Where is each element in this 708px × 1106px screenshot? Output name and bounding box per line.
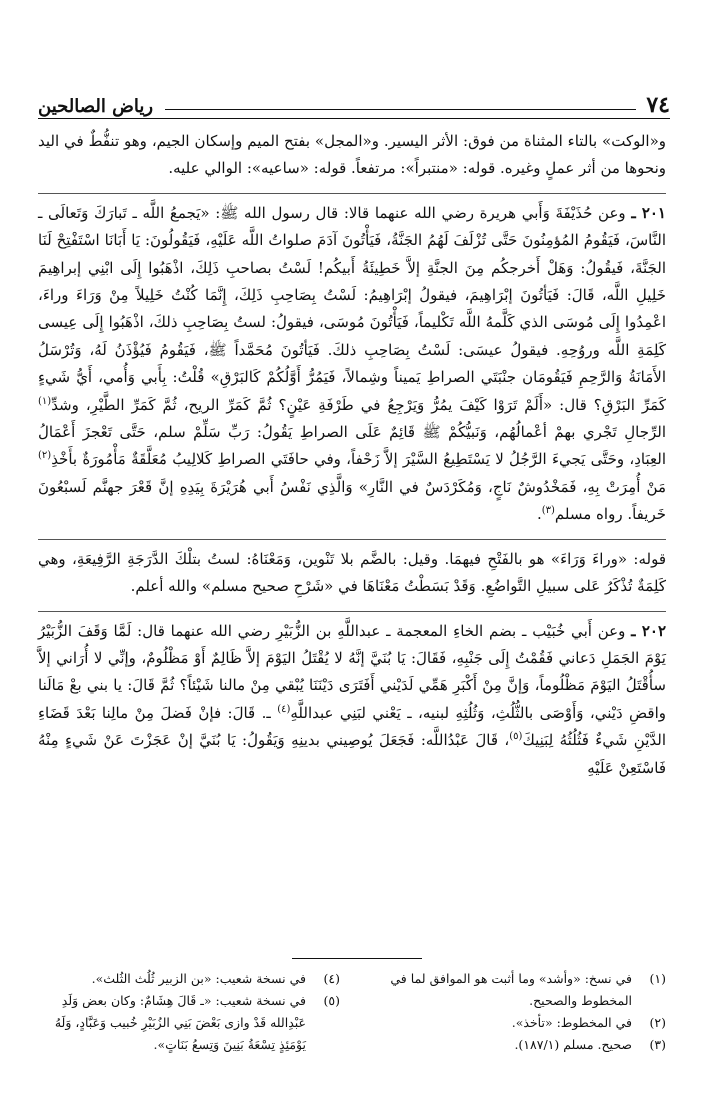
footnote-4 — [38, 968, 340, 990]
footnote-1 — [364, 968, 666, 1012]
hadith-201-text: وعن حُذَيْفَةَ وَأَبي هريرة رضي الله عنهما قالا: قال رسول الله ﷺ: «يَجمعُ اللَّه ـ تَبارَكَ وَتَعالَى ـ النَّاسَ، فَيَقُومُ المُؤمِنُونَ حَتَّى تُزْلَفَ لَهُمُ الجَنَّةُ، فَيَأْتُونَ آدَمَ صلواتُ اللَّه عَلَيْهِ، فَيَقُولُونَ: يَا أَبَانَا اسْتَفْتِحْ لَنَا الجَنَّةَ، فَيقُولُ: وَهَلْ أَخرجكُم مِنَ الجنَّةِ إلاَّ خَطِيئَةُ أَبيكُم! لَسْتُ بصاحبِ ذَلِكَ، اذْهَبُوا إِلَى ابْنِي إبراهِيمَ خَلِيلِ اللَّه، قَالَ: فَيَأتُونَ إبْرَاهِيمَ، فيقولُ إبْرَاهِيمُ: لَسْتُ بِصَاحِبِ ذَلِكَ، إِنَّمَا كُنْتُ خَلِيلاً مِنْ وَرَاءَ وراءَ، اعْمِدُوا إِلَى مُوسَى الذي كَلَّمهُ اللَّه تَكْليماً، فَيَأْتُونَ مُوسَى، فيقولُ: لستُ بِصَاحِبِ ذلكَ، اذْهَبُوا إِلَى عِيسى كَلِمَةِ اللَّه وروُحِهِ. فيقولُ عيسَى: لَسْتُ بِصَاحِبِ ذلكَ. فَيَأتُونَ مُحَمَّداً ﷺ، فَيَقُومُ فَيُؤْذَنُ لَهُ، وَتُرْسَلُ الأَمَانَةُ وَالرَّحِمِ فَيَقُومَان جنْبَتَي الصراطِ يَميناً وشِمالاً، فَيَمُرُّ أَوَّلُكُمْ كَالبَرْقِ» قُلْتُ: بِأَبي وَأُمي، أَيُّ شَيءٍ كَمَرِّ البَرْقِ؟ قال: «أَلَمْ تَرَوْا كَيْفَ يمُرُّ وَيَرْجِعُ في طَرْفَةِ عَيْنٍ؟ ثُمَّ كَمَرِّ الريح، ثُمَّ كَمَرِّ الطَّيْرِ، وشدِّ — [38, 203, 666, 414]
footnote-text: في نسخة شعيب: «ـ قَالَ هِشَامٌ: وكان بعض وَلَدِ عَبْدِالله قَدْ وازى بَعْضَ بَنِي الزُبَيْرِ خُبيب وَعَبَّادٍ، وَلَهُ يَوْمَئِذٍ تِسْعَةُ بَنِينَ وَتِسعُ بَنَاتٍ». — [54, 993, 306, 1052]
footnote-number: (٤) — [323, 971, 340, 986]
footnote-ref-5: (٥) — [509, 731, 523, 743]
page-header — [38, 86, 670, 116]
page-body — [38, 128, 666, 782]
footnote-number: (٥) — [323, 993, 340, 1008]
hadith-202-text-2: ـ. قَالَ: فإنْ فَضلَ مِنْ مالِنا بَعْدَ قَضَاءِ الدَّيْنِ شَيءٌ فَثُلُثُهُ لِبَنِيكَ — [38, 703, 667, 750]
book-title: رياض الصالحين — [38, 96, 154, 117]
hadith-201: ٢٠١ ـ وعن حُذَيْفَةَ وَأَبي هريرة رضي الله عنهما قالا: قال رسول الله ﷺ: «يَجمعُ اللَّه ـ تَبارَكَ وَتَعالَى ـ النَّاسَ، فَيَقُومُ المُؤمِنُونَ حَتَّى تُزْلَفَ لَهُمُ الجَنَّةُ، فَيَأْتُونَ آدَمَ صلواتُ اللَّه عَلَيْهِ، فَيَقُولُونَ: يَا أَبَانَا اسْتَفْتِحْ لَنَا الجَنَّةَ، فَيقُولُ: وَهَلْ أَخرجكُم مِنَ الجنَّةِ إلاَّ خَطِيئَةُ أَبيكُم! لَسْتُ بصاحبِ ذَلِكَ، اذْهَبُوا إِلَى ابْنِي إبراهِيمَ خَلِيلِ اللَّه، قَالَ: فَيَأتُونَ إبْرَاهِيمَ، فيقولُ إبْرَاهِيمُ: لَسْتُ بِصَاحِبِ ذَلِكَ، إِنَّمَا كُنْتُ خَلِيلاً مِنْ وَرَاءَ وراءَ، اعْمِدُوا إِلَى مُوسَى الذي كَلَّمهُ اللَّه تَكْليماً، فَيَأْتُونَ مُوسَى، فيقولُ: لستُ بِصَاحِبِ ذلكَ، اذْهَبُوا إِلَى عِيسى كَلِمَةِ اللَّه وروُحِهِ. فيقولُ عيسَى: لَسْتُ بِصَاحِبِ ذلكَ. فَيَأتُونَ مُحَمَّداً ﷺ، فَيَقُومُ فَيُؤْذَنُ لَهُ، وَتُرْسَلُ الأَمَانَةُ وَالرَّحِمِ فَيَقُومَان جنْبَتَي الصراطِ يَميناً وشِمالاً، فَيَمُرُّ أَوَّلُكُمْ كَالبَرْقِ» قُلْتُ: بِأَبي وَأُمي، أَيُّ شَيءٍ كَمَرِّ البَرْقِ؟ قال: «أَلَمْ تَرَوْا كَيْفَ يمُرُّ وَيَرْجِعُ في طَرْفَةِ عَيْنٍ؟ ثُمَّ كَمَرِّ الريح، ثُمَّ كَمَرِّ الطَّيْرِ، وشدِّ$^{(١)}$ الرِّجالِ تَجْري بهمْ أعْمالُهُم، وَنَبيُّكُمْ ﷺ قَائِمٌ عَلَى الصراطِ يَقُولُ: رَبِّ سَلِّمْ سلم، حَتَّى تَعْجزَ أَعْمَالُ العِبَادِ، وحَتَّى يَجيءَ الرَّجُلُ لا يَسْتَطِيعُ السَّيْرَ إلاَّ زَحْفاً، وفي حافَتَي الصراطِ كَلالِيبُ مُعَلَّقَةٌ مَأْمُورَةٌ بأَخْذِ$^{(٢)}$ مَنْ أُمِرَتْ بِهِ، فَمَخْدُوشٌ نَاجٍ، وَمُكَرْدَسٌ في النَّارِ» وَالَّذِي نَفْسُ أَبي هُرَيْرَةَ بِيَدِهِ إنَّ قَعْرَ جهنَّم لَسبْعُونَ خَريفاً. رواه مسلم$^{(٣)}$. — [38, 203, 666, 524]
section-divider — [38, 611, 666, 612]
footnote-text: في نسخة شعيب: «بن الزبير ثُلُث الثُلث». — [91, 971, 306, 986]
header-underline — [38, 118, 670, 119]
header-rule — [165, 109, 636, 110]
section-divider — [38, 193, 666, 194]
footnote-ref-4: (٤) — [277, 703, 291, 715]
hadith-201-text-3: مَنْ أُمِرَتْ بِهِ، فَمَخْدُوشٌ نَاجٍ، وَمُكَرْدَسٌ في النَّارِ» وَالَّذِي نَفْسُ أَبي هُرَيْرَةَ بِيَدِهِ إنَّ قَعْرَ جهنَّم لَسبْعُونَ خَريفاً. رواه مسلم — [38, 477, 666, 524]
hadith-202-text: وعن أَبي خُبَيْب ـ بضم الخاءِ المعجمة ـ عبداللَّهِ بن الزُّبَيْرِ رضي الله عنهما قال: لَمَّا وَقَفَ الزُّبَيْرُ يَوْمَ الجَمَلِ دَعاني فَقُمْتُ إِلَى جَنْبِهِ، فَقَالَ: يَا بُنَيَّ إنَّهُ لا يُقْتَلُ اليَوْمَ إلاَّ ظَالِمٌ أَوْ مَظْلُومٌ، وإنِّي لا أُرَاني إلاَّ سأُقْتَلُ اليَوْمَ مَظْلُوماً، وَإنَّ مِنْ أَكْبَرِ هَمِّي لَدَيْني أَفَتَرَى دَيْنَنَا يُبْقي مِنْ مالنا شَيْئاً؟ ثُمَّ قَالَ: يا بني بعْ مَالَنا واقضِ دَيْني، وَأَوْصَى بالثُّلُثِ، وَثُلُثِهِ لبنيه، ـ يَعْني لبَنِي عبداللَّهِ — [38, 621, 666, 722]
footnote-ref-2: (٢) — [38, 450, 52, 462]
footnote-ref-3: (٣) — [541, 505, 555, 517]
commentary-paragraph: قوله: «وراءَ وَرَاءَ» هو بالفَتْحِ فيهمَا. وقيل: بالضَّم بلا تَنْوين، وَمَعْنَاهُ: لستُ بتلْكَ الدَّرَجَةِ الرَّفِيعَةِ، وهي كَلِمَةٌ تُذْكَرُ عَلى سبيلِ التَّواضُعِ. وَقَدْ بَسَطْتُ مَعْنَاهَا في «شَرْحِ صحيح مسلم» والله أعلم. — [38, 549, 666, 596]
hadith-202 — [38, 618, 666, 782]
footnotes-column-right — [364, 968, 666, 1056]
intro-paragraph: و«الوكت» بالتاء المثناة من فوق: الأثر اليسير. و«المجل» بفتح الميم وإسكان الجيم، وهو تنفُّطٌ في اليد ونحوها من أثر عملٍ وغيره. قوله: «منتبراً»: مرتفعاً. قوله: «ساعيه»: الوالي عليه. — [38, 132, 666, 178]
section-divider — [38, 539, 666, 540]
footnote-ref-1: (١) — [38, 395, 52, 407]
footnote-text: في المخطوط: «تأخذ». — [511, 1015, 632, 1030]
footnotes — [38, 968, 666, 1056]
footnotes-column-left — [38, 968, 340, 1056]
footnote-5 — [38, 990, 340, 1056]
footnote-text: صحيح. مسلم (١٨٧/١). — [514, 1037, 632, 1052]
hadith-201-number: ٢٠١ ـ — [631, 203, 666, 222]
hadith-202-number: ٢٠٢ ـ — [631, 621, 666, 640]
footnote-3 — [364, 1034, 666, 1056]
hadith-201-text-2: الرِّجالِ تَجْري بهمْ أعْمالُهُم، وَنَبيُّكُمْ ﷺ قَائِمٌ عَلَى الصراطِ يَقُولُ: رَبِّ سَلِّمْ سلم، حَتَّى تَعْجزَ أَعْمَالُ العِبَادِ، وحَتَّى يَجيءَ الرَّجُلُ لا يَسْتَطِيعُ السَّيْرَ إلاَّ زَحْفاً، وفي حافَتَي الصراطِ كَلالِيبُ مُعَلَّقَةٌ مَأْمُورَةٌ بأَخْذِ — [38, 423, 666, 469]
footnote-text: في نسخ: «وأشد» وما أثبت هو الموافق لما في المخطوط والصحيح. — [390, 971, 632, 1008]
hadith-202-text-3: ، قَالَ عَبْدُاللَّه: فَجَعَلَ يُوصِيني بدينِهِ وَيَقُولُ: يَا بُنَيَّ إنْ عَجَزْتَ عَنْ شَيءٍ مِنْهُ فَاسْتَعِنْ عَلَيْهِ — [38, 731, 666, 777]
footnote-number: (١) — [649, 971, 666, 986]
page-number: ٧٤ — [646, 92, 670, 118]
footnote-rule — [292, 958, 422, 959]
footnote-number: (٢) — [649, 1015, 666, 1030]
footnote-2 — [364, 1012, 666, 1034]
footnote-number: (٣) — [649, 1037, 666, 1052]
